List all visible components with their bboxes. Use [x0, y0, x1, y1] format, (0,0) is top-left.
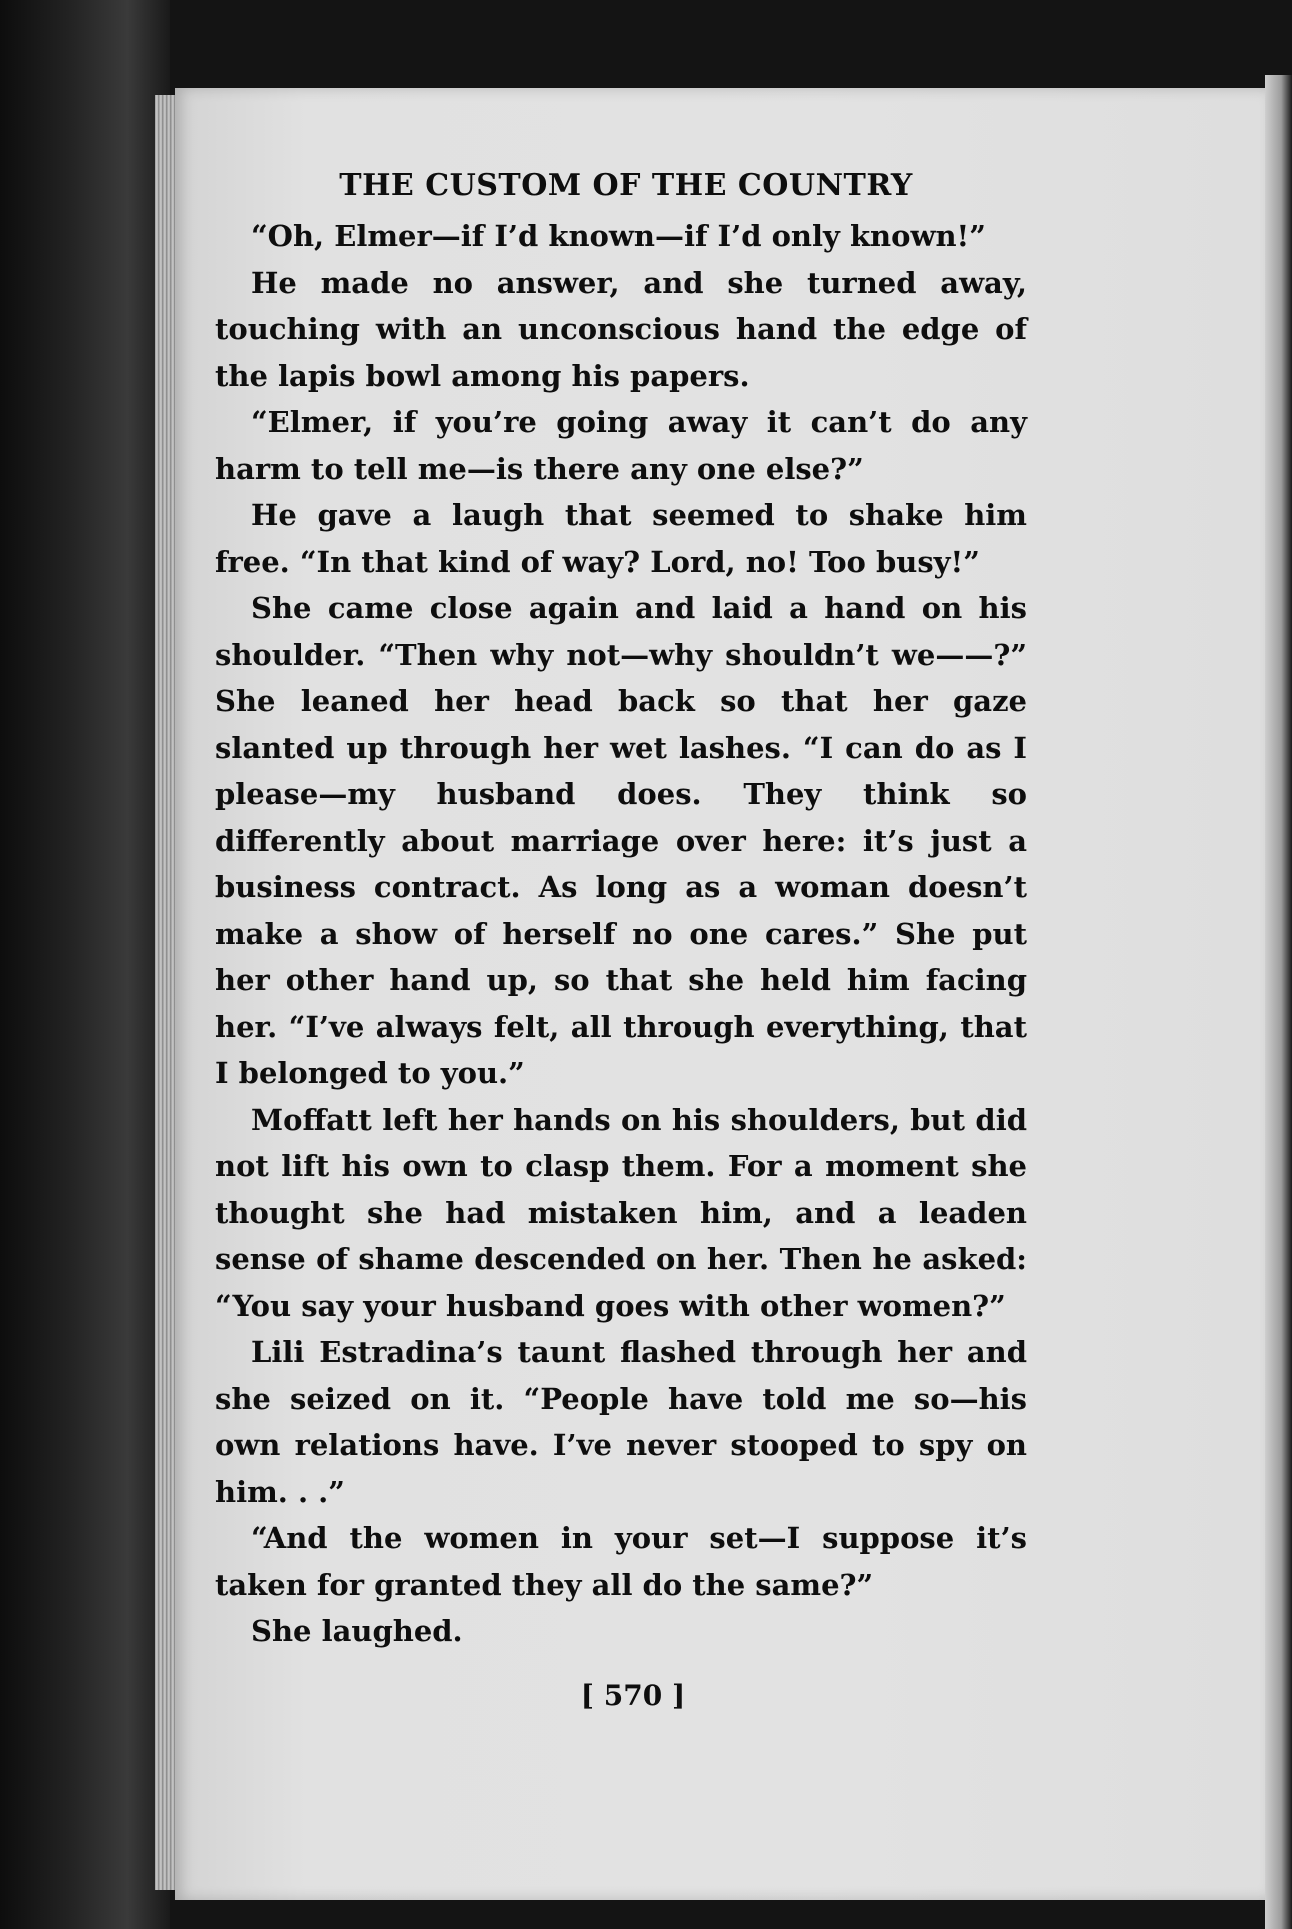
running-head: THE CUSTOM OF THE COUNTRY	[339, 168, 913, 203]
paragraph: She laughed.	[251, 1614, 463, 1648]
page-text	[215, 163, 1027, 1719]
paragraph: Lili Estradina’s taunt flashed through her and she seized on it. “People have told me so—his own relations have. I’ve never stooped to spy on him. . .”	[215, 1335, 1027, 1509]
book-spine-edge	[0, 0, 170, 1929]
facing-page-edge	[1265, 75, 1292, 1929]
paragraph: She came close again and laid a hand on his shoulder. “Then why not—why shouldn’t we——?” She leaned her head back so that her gaze slanted up through her wet lashes. “I can do as I please—my husband does. They think so differently about marriage over here: it’s just a business contract. As long as a woman doesn’t make a show of herself no one cares.” She put her other hand up, so that she held him facing her. “I’ve always felt, all through everything, that I belonged to you.”	[215, 591, 1027, 1090]
paragraph: “Elmer, if you’re going away it can’t do any harm to tell me—is there any one else?”	[215, 405, 1027, 486]
paragraph: He gave a laugh that seemed to shake him free. “In that kind of way? Lord, no! Too busy!”	[215, 498, 1027, 579]
page-number: [ 570 ]	[580, 1678, 686, 1712]
paragraph: Moffatt left her hands on his shoulders, but did not lift his own to clasp them. For a moment she thought she had mistaken him, and a leaden sense of shame descended on her. Then he asked: “You say your husband goes with other women?”	[215, 1102, 1027, 1323]
paragraph: “Oh, Elmer—if I’d known—if I’d only known!”	[251, 219, 986, 253]
paragraph: “And the women in your set—I suppose it’s taken for granted they all do the same?”	[215, 1521, 1027, 1602]
paragraph: He made no answer, and she turned away, touching with an unconscious hand the edge of the lapis bowl among his papers.	[215, 265, 1027, 393]
